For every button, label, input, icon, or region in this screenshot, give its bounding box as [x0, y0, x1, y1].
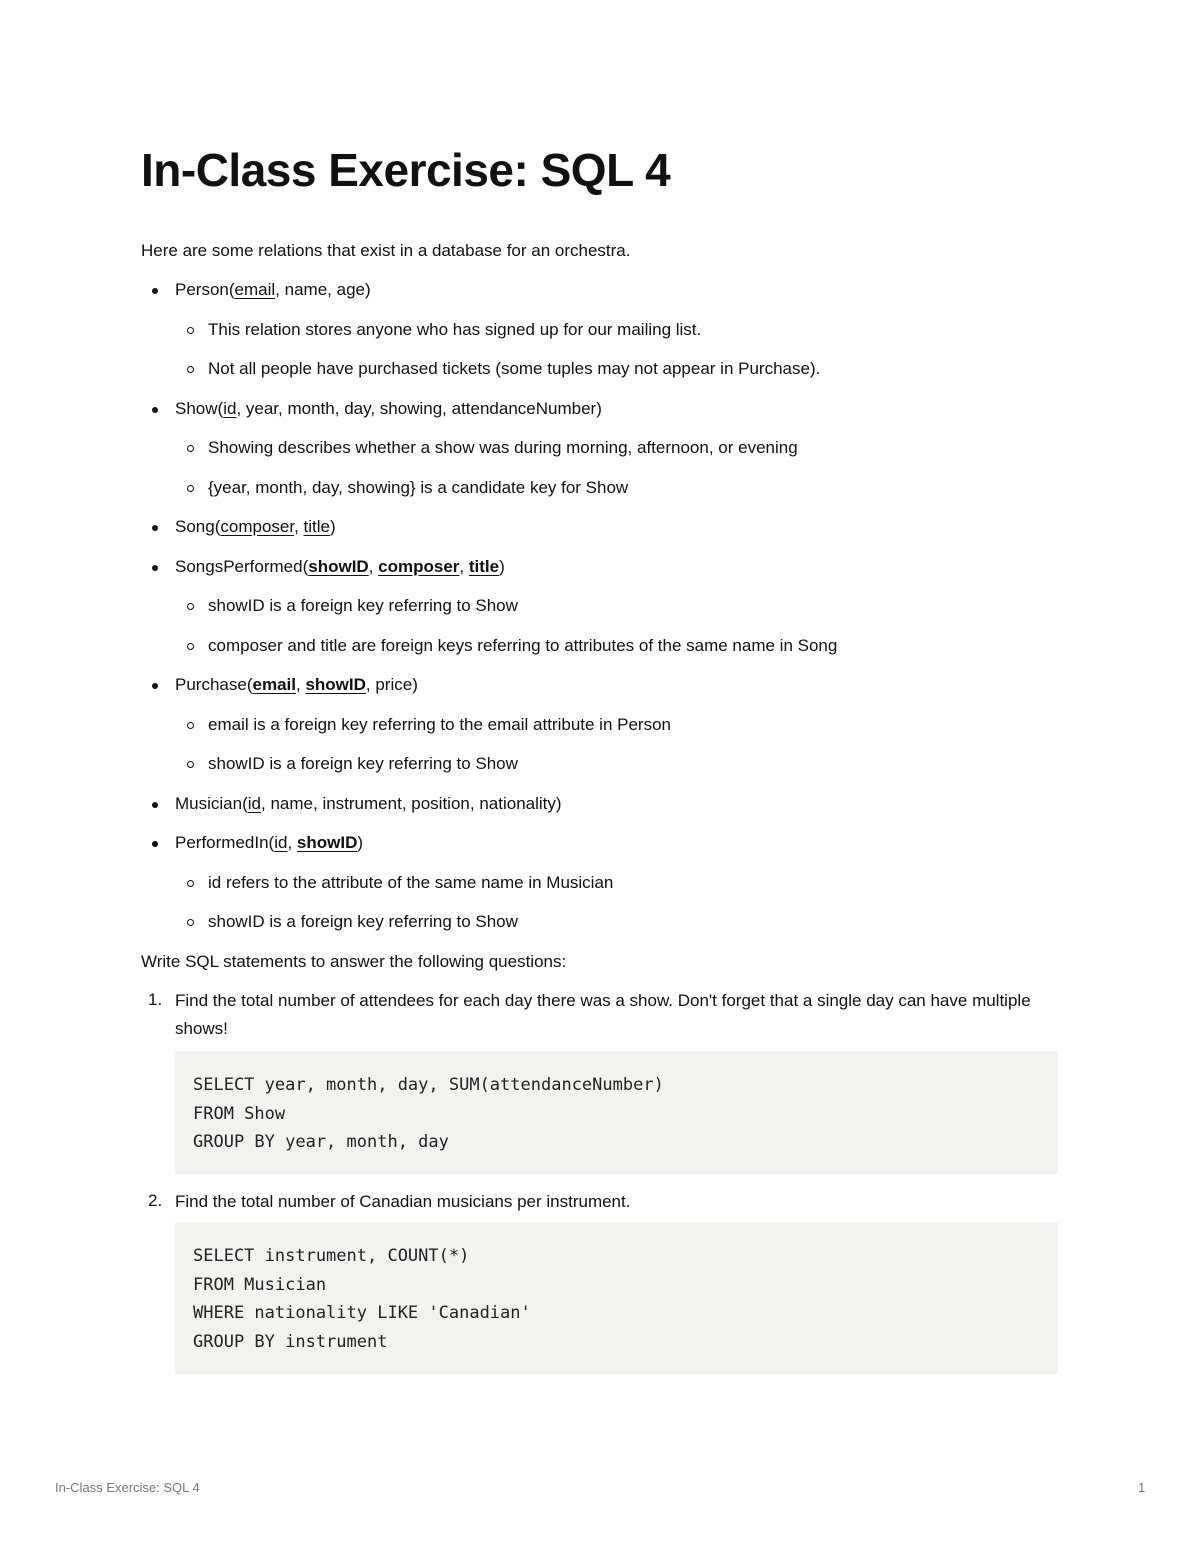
- intro-text: Here are some relations that exist in a database for an orchestra.: [141, 241, 631, 260]
- relation-attribute: showing: [379, 398, 443, 418]
- relation-schema: PerformedIn(id, showID): [175, 833, 364, 852]
- bullet-circle-icon: [187, 485, 194, 492]
- bullet-circle-icon: [187, 643, 194, 650]
- relation-name: Show: [175, 398, 218, 418]
- bullet-disc-icon: [152, 802, 158, 808]
- code-line: GROUP BY year, month, day: [193, 1132, 449, 1152]
- question-text: Find the total number of Canadian musicians per instrument.: [175, 1192, 631, 1211]
- bullet-circle-icon: [187, 445, 194, 452]
- relation-note: showID is a foreign key referring to Show: [208, 912, 518, 931]
- code-line: FROM Musician: [193, 1274, 327, 1295]
- relation-note: id refers to the attribute of the same name in Musician: [208, 872, 614, 892]
- relation-attribute: id: [247, 793, 261, 813]
- relation-name: Song: [175, 517, 215, 536]
- relation-note: Showing describes whether a show was during morning, afternoon, or evening: [208, 438, 798, 457]
- relation-attribute: nationality: [479, 793, 556, 813]
- bullet-disc-icon: [152, 288, 158, 294]
- bullet-circle-icon: [187, 603, 194, 610]
- relation-attribute: title: [468, 556, 500, 576]
- relation-attribute: showID: [308, 556, 369, 576]
- relation-note: showID is a foreign key referring to Show: [208, 596, 518, 615]
- bullet-circle-icon: [187, 880, 194, 887]
- relation-attribute: day: [344, 398, 371, 418]
- code-line: FROM Show: [193, 1103, 286, 1124]
- relation-attribute: showID: [296, 833, 358, 852]
- relation-attribute: position: [411, 793, 470, 813]
- bullet-disc-icon: [152, 565, 158, 571]
- relation-attribute: name: [284, 280, 328, 299]
- code-line: SELECT instrument, COUNT(*): [193, 1246, 470, 1266]
- page-title: In-Class Exercise: SQL 4: [141, 144, 671, 196]
- bullet-circle-icon: [187, 327, 194, 334]
- relation-schema: Musician(id, name, instrument, position, nationality): [175, 793, 562, 813]
- question-text: Find the total number of attendees for each day there was a show. Don't forget that a single day can have multiple shows!: [175, 991, 1031, 1038]
- code-line: SELECT year, month, day, SUM(attendanceNumber): [193, 1075, 664, 1095]
- relation-name: Musician: [175, 793, 243, 813]
- relation-attribute: id: [274, 833, 288, 852]
- relation-note: email is a foreign key referring to the email attribute in Person: [208, 714, 672, 734]
- relation-attribute: email: [234, 280, 276, 299]
- relation-note: This relation stores anyone who has signed up for our mailing list.: [208, 319, 702, 339]
- bullet-circle-icon: [187, 366, 194, 373]
- relation-attribute: showID: [305, 675, 366, 694]
- questions-heading: Write SQL statements to answer the following questions:: [141, 952, 567, 971]
- relation-attribute: composer: [220, 517, 295, 536]
- relation-note: showID is a foreign key referring to Show: [208, 754, 518, 773]
- relation-schema: SongsPerformed(showID, composer, title): [175, 556, 505, 576]
- relation-attribute: month: [287, 398, 335, 418]
- relation-attribute: name: [270, 793, 313, 813]
- relation-schema: Purchase(email, showID, price): [175, 675, 418, 694]
- question-number: 1.: [148, 990, 163, 1009]
- relation-attribute: age: [336, 280, 365, 299]
- bullet-disc-icon: [152, 841, 158, 847]
- bullet-circle-icon: [187, 919, 194, 926]
- relation-attribute: email: [252, 675, 296, 694]
- page-number: 1: [1138, 1480, 1146, 1495]
- relation-attribute: instrument: [322, 793, 402, 813]
- relation-attribute: attendanceNumber: [451, 398, 597, 418]
- relation-name: SongsPerformed: [175, 556, 303, 576]
- relation-name: Person: [175, 280, 229, 299]
- relation-schema: Show(id, year, month, day, showing, attendanceNumber): [175, 398, 602, 418]
- footer-title: In-Class Exercise: SQL 4: [55, 1480, 200, 1495]
- code-line: GROUP BY instrument: [193, 1331, 388, 1352]
- code-block[interactable]: [175, 1222, 1058, 1374]
- bullet-disc-icon: [152, 525, 158, 531]
- relation-name: Purchase: [175, 675, 247, 694]
- bullet-circle-icon: [187, 722, 194, 729]
- relation-note: {year, month, day, showing} is a candidate key for Show: [208, 477, 629, 497]
- question-number: 2.: [148, 1191, 163, 1210]
- relation-attribute: price: [375, 675, 413, 694]
- relation-name: PerformedIn: [175, 833, 269, 852]
- relation-attribute: composer: [378, 556, 460, 576]
- relation-attribute: year: [245, 398, 279, 418]
- relation-schema: Song(composer, title): [175, 517, 336, 536]
- bullet-disc-icon: [152, 407, 158, 413]
- relation-note: Not all people have purchased tickets (some tuples may not appear in Purchase).: [208, 359, 821, 378]
- code-line: WHERE nationality LIKE 'Canadian': [193, 1303, 531, 1323]
- relation-attribute: title: [303, 517, 330, 536]
- bullet-disc-icon: [152, 683, 158, 689]
- relation-schema: Person(email, name, age): [175, 280, 371, 299]
- relation-note: composer and title are foreign keys referring to attributes of the same name in Song: [208, 635, 838, 655]
- relation-attribute: id: [223, 398, 237, 418]
- bullet-circle-icon: [187, 761, 194, 768]
- code-block[interactable]: [175, 1051, 1058, 1174]
